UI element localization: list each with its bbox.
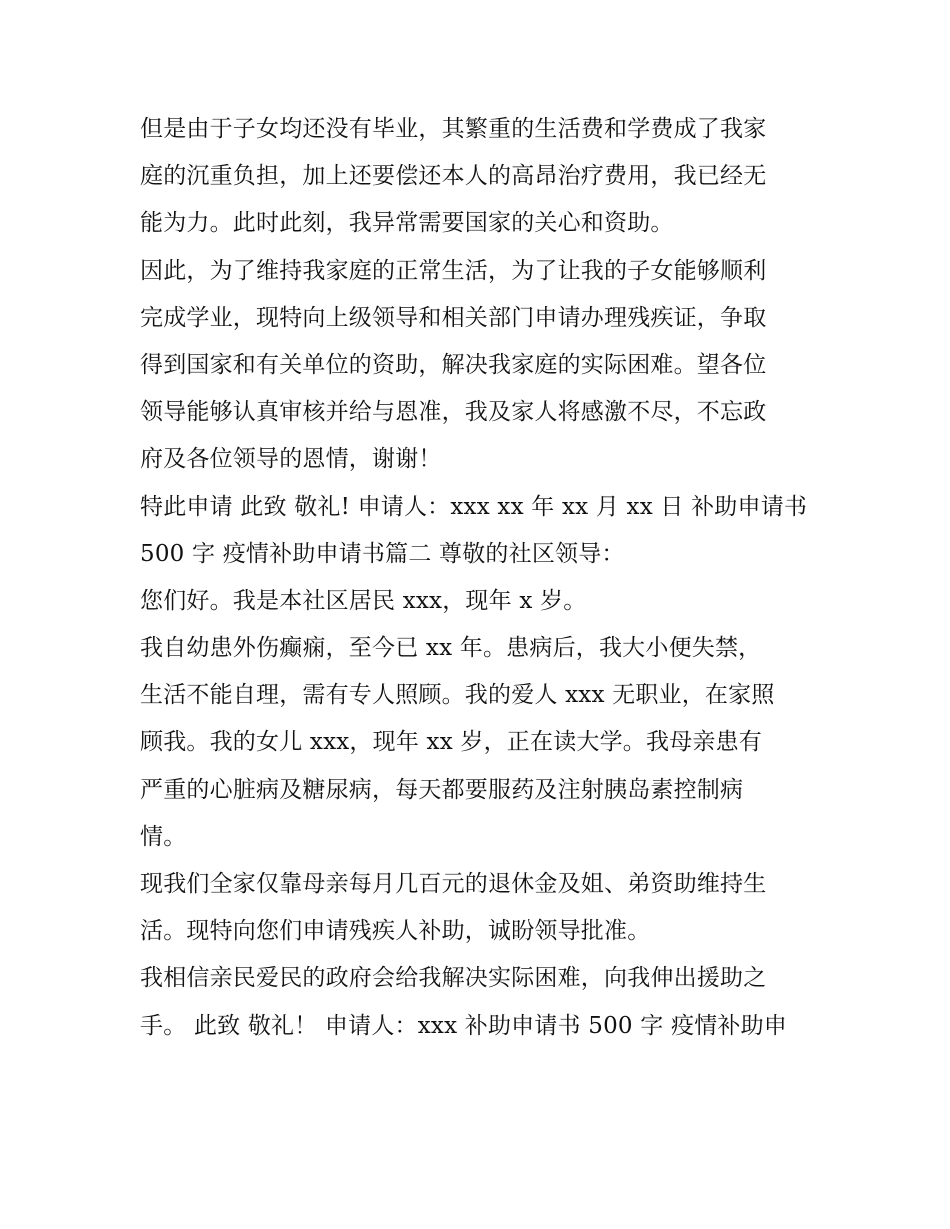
text-line: 情。 [140,823,187,850]
text-line: 我相信亲民爱民的政府会给我解决实际困难，向我伸出援助之 [140,965,767,992]
text-line: 领导能够认真审核并给与恩准，我及家人将感激不尽，不忘政 [140,399,767,426]
text-line: 完成学业，现特向上级领导和相关部门申请办理残疾证，争取 [140,304,767,331]
text-line: 能为力。此时此刻，我异常需要国家的关心和资助。 [140,210,674,237]
text-line: 手。 此致 敬礼！ 申请人：xxx 补助申请书 500 字 疫情补助申 [140,1012,787,1039]
text-line: 得到国家和有关单位的资助，解决我家庭的实际困难。望各位 [140,351,767,378]
text-line: 现我们全家仅靠母亲每月几百元的退休金及姐、弟资助维持生 [140,871,767,897]
document-body [140,106,830,1050]
text-line: 因此，为了维持我家庭的正常生活，为了让我的子女能够顺利 [140,257,767,284]
text-line: 500 字 疫情补助申请书篇二 尊敬的社区领导： [140,540,625,567]
text-line: 您们好。我是本社区居民 xxx，现年 x 岁。 [140,587,587,614]
text-line: 庭的沉重负担，加上还要偿还本人的高昂治疗费用，我已经无 [140,163,767,190]
text-line: 顾我。我的女儿 xxx，现年 xx 岁，正在读大学。我母亲患有 [140,729,762,756]
text-line: 我自幼患外伤癫痫，至今已 xx 年。患病后，我大小便失禁， [140,635,762,662]
text-line: 活。现特向您们申请残疾人补助，诚盼领导批准。 [140,918,651,945]
text-line: 府及各位领导的恩情，谢谢！ [140,446,442,473]
text-line: 但是由于子女均还没有毕业，其繁重的生活费和学费成了我家 [140,116,767,142]
text-line: 严重的心脏病及糖尿病，每天都要服药及注射胰岛素控制病 [140,776,744,803]
text-line: 特此申请 此致 敬礼! 申请人：xxx xx 年 xx 月 xx 日 补助申请书 [140,493,808,520]
text-line: 生活不能自理，需有专人照顾。我的爱人 xxx 无职业，在家照 [140,682,775,709]
